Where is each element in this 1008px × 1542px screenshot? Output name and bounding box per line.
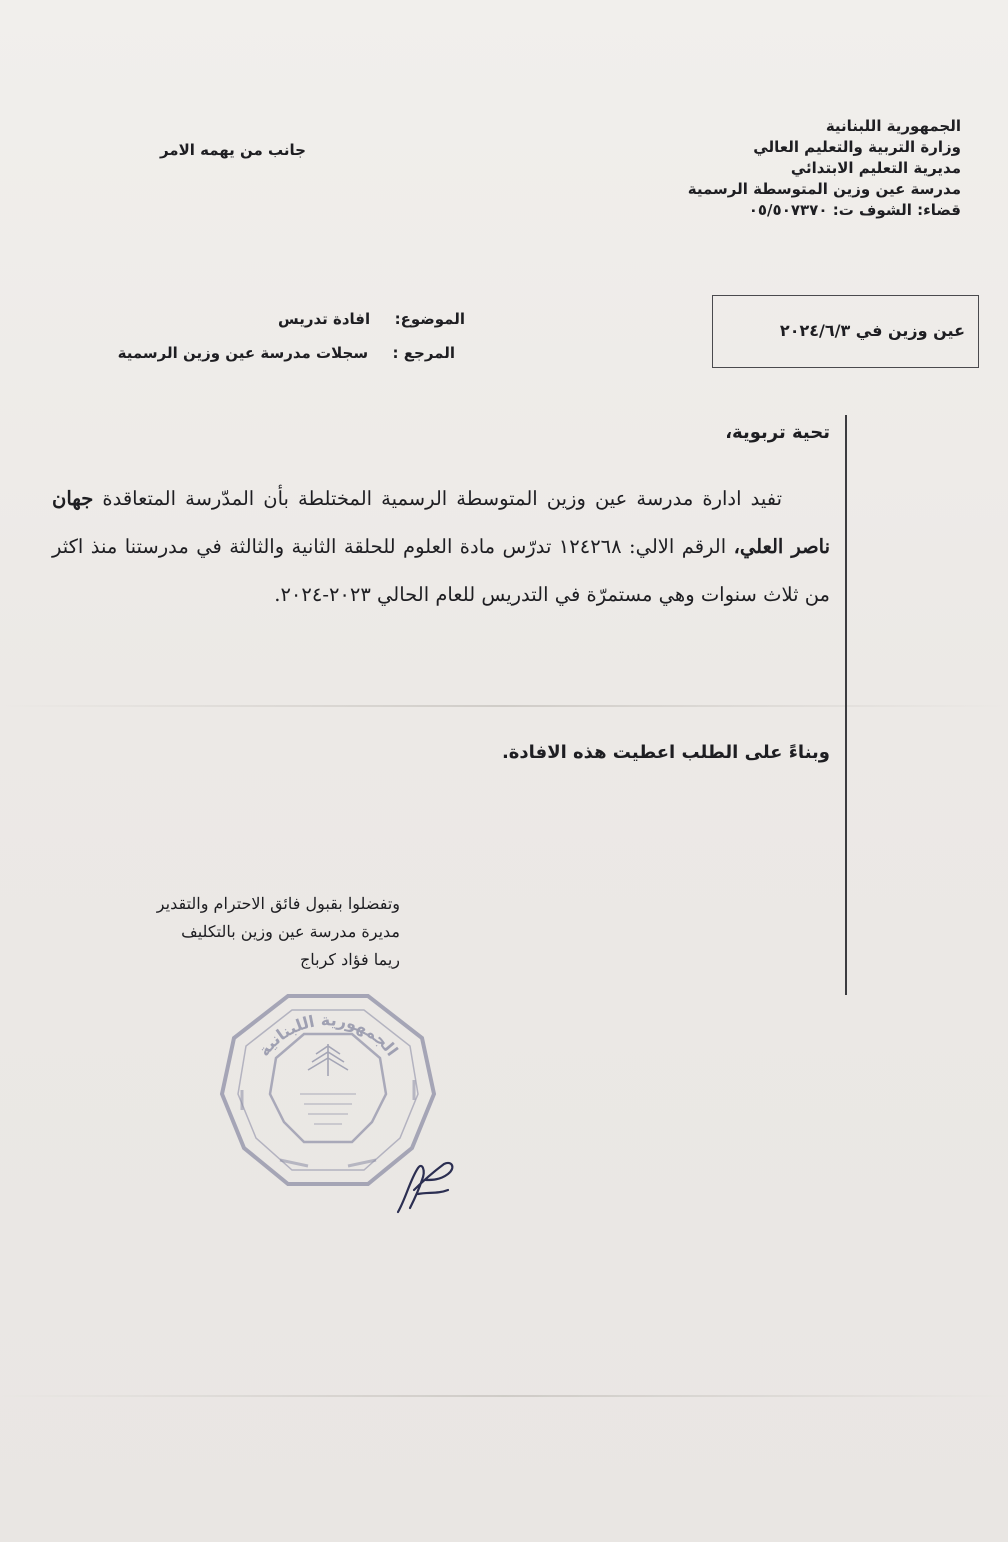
letterhead-line: وزارة التربية والتعليم العالي <box>753 138 961 156</box>
stamp-text: الجمهورية اللبنانية <box>254 1010 402 1060</box>
subject-row <box>278 309 465 330</box>
subject-value: افادة تدريس <box>278 310 371 328</box>
letterhead-line: مدرسة عين وزين المتوسطة الرسمية <box>687 180 961 198</box>
signature-line: وتفضلوا بقبول فائق الاحترام والتقدير <box>156 894 400 913</box>
letterhead <box>688 116 961 221</box>
letterhead-line: مديرية التعليم الابتدائي <box>790 159 961 177</box>
paper-fold <box>0 705 1008 707</box>
letterhead-line: قضاء: الشوف ت: ٠٥/٥٠٧٣٧٠ <box>748 201 961 219</box>
body-text-2: الرقم الالي: ١٢٤٢٦٨ تدرّس مادة العلوم للحلقة الثانية والثالثة في مدرستنا منذ اكثر من ثلاث سنوات وهي مستمرّة في التدريس للعام الحالي ٢٠٢٣-٢٠٢٤. <box>52 535 830 606</box>
signature-line: ريما فؤاد كرباج <box>299 950 400 969</box>
greeting: تحية تربوية، <box>725 422 830 443</box>
teacher-name: جهان ناصر العلي، <box>52 487 831 558</box>
reference-row <box>118 343 455 364</box>
body-text-1: تفيد ادارة مدرسة عين وزين المتوسطة الرسمية المختلطة بأن المدّرسة المتعاقدة <box>102 487 783 510</box>
letterhead-line: الجمهورية اللبنانية <box>825 117 961 135</box>
body-paragraph <box>52 475 830 619</box>
closing-line: وبناءً على الطلب اعطيت هذه الافادة. <box>501 742 830 763</box>
cedar-icon <box>308 1044 348 1076</box>
reference-value: سجلات مدرسة عين وزين الرسمية <box>117 344 369 362</box>
signature-block <box>60 890 400 974</box>
paper-fold <box>0 1395 1008 1397</box>
handwritten-signature <box>388 1150 463 1220</box>
subject-label: الموضوع: <box>394 310 465 328</box>
margin-line <box>845 415 847 995</box>
reference-label: المرجع : <box>392 344 455 362</box>
date-text: عين وزين في ٢٠٢٤/٦/٣ <box>779 321 965 340</box>
signature-line: مديرة مدرسة عين وزين بالتكليف <box>181 922 400 941</box>
recipient-line: جانب من يهمه الامر <box>159 141 306 159</box>
